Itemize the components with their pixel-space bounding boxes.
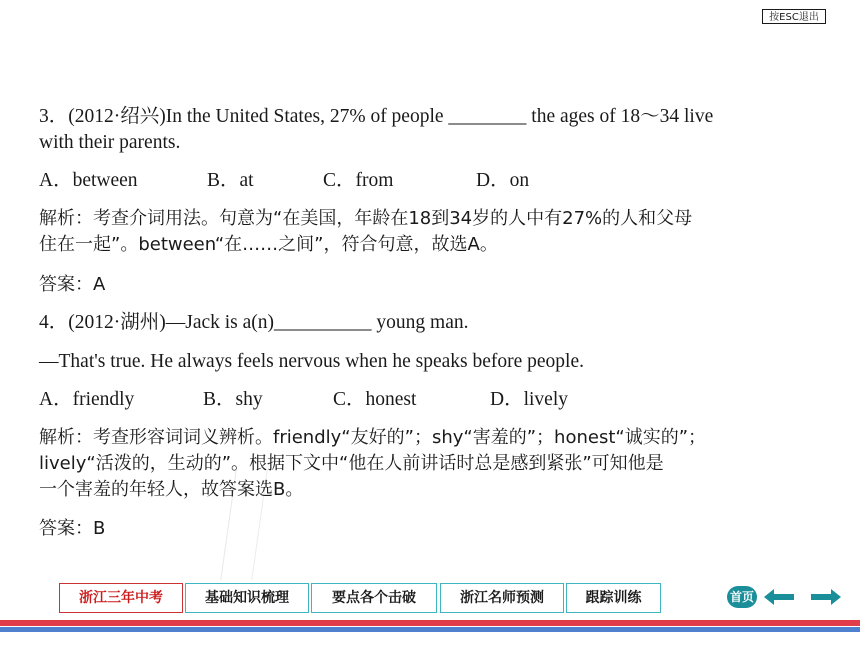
q4-option-d: D．lively: [490, 389, 568, 410]
tab-key-points[interactable]: 要点各个击破: [311, 583, 437, 613]
tab-teacher-forecast[interactable]: 浙江名师预测: [440, 583, 564, 613]
q4-analysis-line2: lively“活泼的，生动的”。根据下文中“他在人前讲话时总是感到紧张”可知他是: [39, 453, 664, 474]
q3-stem-line1: 3．(2012·绍兴)In the United States, 27% of people ________ the ages of 18～34 live: [39, 106, 714, 127]
q3-analysis-line1: 解析：考查介词用法。句意为“在美国，年龄在18到34岁的人中有27%的人和父母: [39, 208, 693, 229]
q3-analysis-line2: 住在一起”。between“在……之间”，符合句意，故选A。: [39, 234, 498, 255]
q4-option-b: B．shy: [203, 389, 263, 410]
q4-analysis-line3: 一个害羞的年轻人，故答案选B。: [39, 479, 304, 500]
q4-stem-line1: 4．(2012·湖州)—Jack is a(n)__________ young man.: [39, 312, 469, 333]
q4-option-a: A．friendly: [39, 389, 135, 410]
q3-stem-line2: with their parents.: [39, 132, 181, 153]
q4-answer: 答案：B: [39, 518, 106, 539]
tab-zhejiang-3yr-exam[interactable]: 浙江三年中考: [59, 583, 183, 613]
q4-option-c: C．honest: [333, 389, 417, 410]
arrow-left-icon[interactable]: [764, 588, 794, 606]
q4-stem-line2: —That's true. He always feels nervous when he speaks before people.: [39, 351, 584, 372]
footer-stripe-blue: [0, 627, 860, 632]
arrow-right-icon[interactable]: [811, 588, 841, 606]
tab-follow-up-training[interactable]: 跟踪训练: [566, 583, 661, 613]
home-icon[interactable]: 首页: [727, 586, 757, 608]
q3-option-b: B．at: [207, 170, 254, 191]
q3-answer: 答案：A: [39, 274, 106, 295]
q3-option-c: C．from: [323, 170, 394, 191]
tab-basic-knowledge[interactable]: 基础知识梳理: [185, 583, 309, 613]
esc-exit-button[interactable]: 按ESC退出: [762, 9, 826, 24]
q4-analysis-line1: 解析：考查形容词词义辨析。friendly“友好的”；shy“害羞的”；honest“诚实的”；: [39, 427, 707, 448]
q3-option-a: A．between: [39, 170, 138, 191]
q3-option-d: D．on: [476, 170, 530, 191]
footer-stripe-red: [0, 620, 860, 626]
